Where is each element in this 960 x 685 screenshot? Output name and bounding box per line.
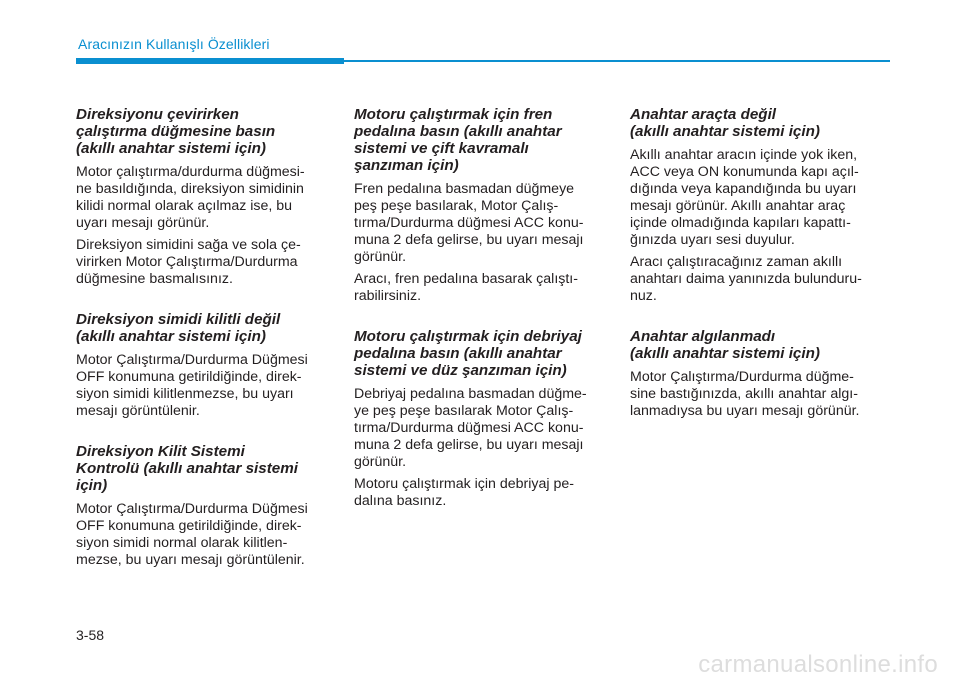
page-number: 3-58 (76, 627, 105, 643)
section-paragraph: Aracı, fren pedalına basarak çalıştı- rabilirsiniz. (354, 271, 578, 304)
section (76, 311, 326, 420)
section-heading: Direksiyonu çevirirken çalıştırma düğmesine basın (akıllı anahtar sistemi için) (76, 106, 276, 157)
header-title: Aracınızın Kullanışlı Özellikleri (78, 36, 270, 52)
section-paragraph: Motoru çalıştırmak için debriyaj pe- dalına basınız. (354, 476, 574, 509)
section-paragraph: Motor Çalıştırma/Durdurma Düğmesi OFF konumuna getirildiğinde, direk- siyon simidi normal olarak kilitlen- mezse, bu uyarı mesajı görüntülenir. (76, 501, 308, 568)
section (630, 106, 880, 305)
section (76, 106, 326, 288)
section-paragraph: Motor çalıştırma/durdurma düğmesi- ne basıldığında, direksiyon simidinin kilidi normal olarak açılmaz ise, bu uyarı mesajı görünür. (76, 164, 305, 231)
section (354, 106, 604, 305)
section (76, 443, 326, 569)
section-paragraph: Fren pedalına basmadan düğmeye peş peşe basılarak, Motor Çalış- tırma/Durdurma düğmesi ACC konu- muna 2 defa gelirse, bu uyarı mesajı görünür. (354, 181, 584, 265)
section-paragraph: Motor Çalıştırma/Durdurma Düğmesi OFF konumuna getirildiğinde, direk- siyon simidi kilitlenmezse, bu uyarı mesajı görüntülenir. (76, 352, 308, 419)
header-accent-bar (76, 58, 344, 64)
header-rule (344, 60, 890, 62)
section-heading: Anahtar algılanmadı (akıllı anahtar sistemi için) (630, 328, 820, 362)
watermark: carmanualsonline.info (698, 651, 938, 678)
section-paragraph: Direksiyon simidini sağa ve sola çe- virirken Motor Çalıştırma/Durdurma düğmesine basmalısınız. (76, 237, 301, 287)
column-1 (76, 106, 326, 592)
section-paragraph: Akıllı anahtar aracın içinde yok iken, ACC veya ON konumunda kapı açıl- dığında veya kapandığında bu uyarı mesajı görünür. Akıllı anahtar araç içinde olmadığında kapıları kapattı- ğınızda uyarı sesi duyulur. (630, 147, 859, 248)
section (630, 328, 880, 420)
section-heading: Motoru çalıştırmak için fren pedalına basın (akıllı anahtar sistemi ve çift kavramalı şanzıman için) (354, 106, 562, 174)
column-3 (630, 106, 880, 443)
section-heading: Direksiyon Kilit Sistemi Kontrolü (akıllı anahtar sistemi için) (76, 443, 298, 494)
section-heading: Anahtar araçta değil (akıllı anahtar sistemi için) (630, 106, 820, 140)
column-2 (354, 106, 604, 533)
section-paragraph: Aracı çalıştıracağınız zaman akıllı anahtarı daima yanınızda bulunduru- nuz. (630, 254, 862, 304)
section-paragraph: Motor Çalıştırma/Durdurma düğme- sine bastığınızda, akıllı anahtar algı- lanmadıysa bu uyarı mesajı görünür. (630, 369, 860, 419)
section-heading: Motoru çalıştırmak için debriyaj pedalına basın (akıllı anahtar sistemi ve düz şanzıman için) (354, 328, 582, 379)
section (354, 328, 604, 510)
section-heading: Direksiyon simidi kilitli değil (akıllı anahtar sistemi için) (76, 311, 281, 345)
section-paragraph: Debriyaj pedalına basmadan düğme- ye peş peşe basılarak Motor Çalış- tırma/Durdurma düğmesi ACC konu- muna 2 defa gelirse, bu uyarı mesajı görünür. (354, 386, 587, 470)
